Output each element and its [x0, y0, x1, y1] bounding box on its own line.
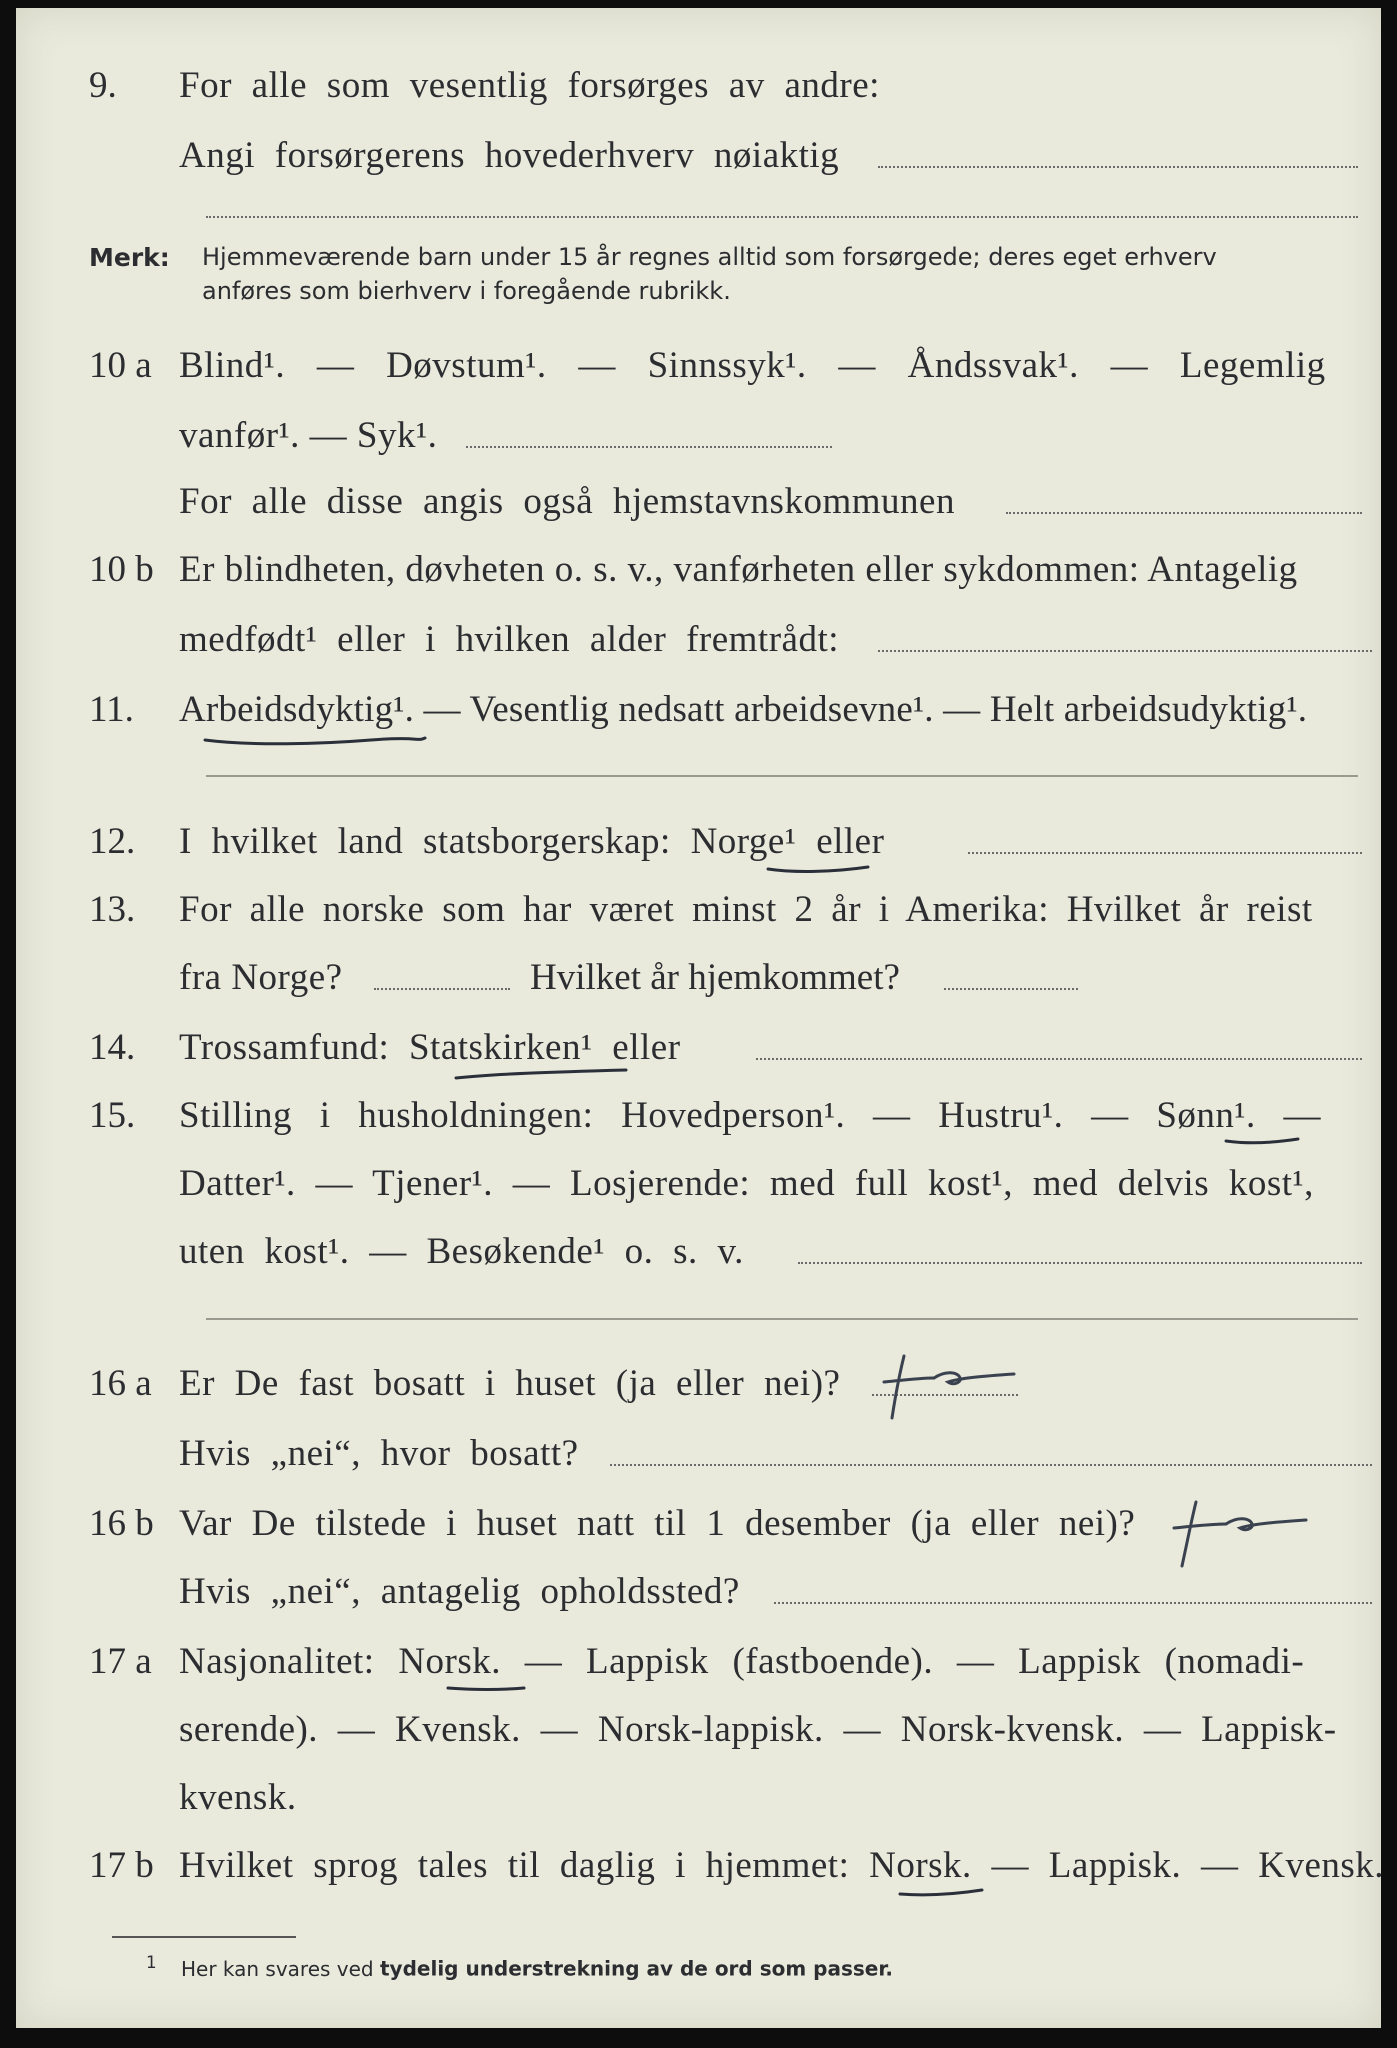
question-text: Datter¹. — Tjener¹. — Losjerende: med full kost¹, med delvis kost¹,	[179, 1163, 1314, 1204]
question-text: I hvilket land statsborgerskap: Norge¹ eller	[179, 821, 885, 862]
question-10a-line-3	[16, 474, 1381, 530]
question-text: Angi forsørgerens hovederhverv nøiaktig	[179, 135, 840, 176]
question-text: Blind¹. — Døvstum¹. — Sinnssyk¹. — Åndssvak¹. — Legemlig	[179, 345, 1326, 386]
question-15	[16, 1088, 1381, 1144]
question-text: Hvilket år hjemkommet?	[530, 957, 900, 998]
answer-line[interactable]	[466, 446, 832, 448]
divider	[206, 1318, 1358, 1320]
note-line-1: Hjemmeværende barn under 15 år regnes alltid som forsørgede; deres eget erhverv	[202, 243, 1217, 271]
note-text	[202, 240, 1342, 308]
question-17a	[16, 1634, 1381, 1690]
question-10b	[16, 542, 1381, 598]
handwritten-answer-ja	[1166, 1494, 1316, 1574]
question-text: fra Norge?	[179, 957, 343, 998]
question-number: 10 b	[89, 549, 154, 590]
answer-line[interactable]	[878, 166, 1358, 168]
question-10a	[16, 338, 1381, 394]
question-number: 14.	[89, 1027, 136, 1068]
question-text: Er blindheten, døvheten o. s. v., vanførheten eller sykdommen: Antagelig	[179, 549, 1298, 590]
question-text: medfødt¹ eller i hvilken alder fremtrådt:	[179, 619, 840, 660]
question-13	[16, 882, 1381, 938]
answer-line[interactable]	[756, 1058, 1362, 1060]
question-10b-line-2	[16, 612, 1381, 668]
question-number: 9.	[89, 65, 117, 106]
question-15-line-3	[16, 1224, 1381, 1280]
question-16b-line-2	[16, 1564, 1381, 1620]
handwritten-answer-ja	[874, 1348, 1024, 1428]
question-16a-line-2	[16, 1426, 1381, 1482]
question-text: Arbeidsdyktig¹. — Vesentlig nedsatt arbeidsevne¹. — Helt arbeidsudyktig¹.	[179, 689, 1308, 730]
underline-mark	[452, 1064, 632, 1084]
question-text: kvensk.	[179, 1777, 297, 1818]
question-text: Hvis „nei“, antagelig opholdssted?	[179, 1571, 740, 1612]
question-text: For alle norske som har været minst 2 år i Amerika: Hvilket år reist	[179, 889, 1313, 930]
question-text: For alle som vesentlig forsørges av andre:	[179, 65, 880, 106]
question-number: 17 a	[89, 1641, 152, 1682]
question-text: Var De tilstede i huset natt til 1 desember (ja eller nei)?	[179, 1503, 1136, 1544]
question-9	[16, 58, 1381, 114]
note-label: Merk:	[89, 243, 170, 272]
question-17a-line-3	[16, 1770, 1381, 1826]
question-number: 17 b	[89, 1845, 154, 1886]
question-text: serende). — Kvensk. — Norsk-lappisk. — Norsk-kvensk. — Lappisk-	[179, 1709, 1337, 1750]
divider	[206, 775, 1358, 777]
underline-mark	[444, 1680, 528, 1698]
underline-mark	[1222, 1132, 1302, 1150]
question-number: 16 a	[89, 1363, 152, 1404]
question-text: For alle disse angis også hjemstavnskommunen	[179, 481, 955, 522]
question-number: 15.	[89, 1095, 136, 1136]
footnote-text: Her kan svares ved	[180, 1956, 374, 1981]
question-text: uten kost¹. — Besøkende¹ o. s. v.	[179, 1231, 744, 1272]
question-text: Nasjonalitet: Norsk. — Lappisk (fastboende). — Lappisk (nomadi-	[179, 1641, 1305, 1682]
question-number: 12.	[89, 821, 136, 862]
question-17a-line-2	[16, 1702, 1381, 1758]
answer-line[interactable]	[610, 1464, 1372, 1466]
question-13-line-2	[16, 950, 1381, 1006]
answer-line[interactable]	[1006, 512, 1362, 514]
question-text: Stilling i husholdningen: Hovedperson¹. — Hustru¹. — Sønn¹. —	[179, 1095, 1322, 1136]
note	[89, 243, 170, 272]
question-9-line-2	[16, 128, 1381, 184]
question-17b	[16, 1838, 1385, 1894]
question-text: Hvilket sprog tales til daglig i hjemmet: Norsk. — Lappisk. — Kvensk.	[179, 1845, 1385, 1886]
question-number: 11.	[89, 689, 134, 730]
footnote-marker: 1	[146, 1953, 157, 1972]
answer-line[interactable]	[878, 650, 1372, 652]
answer-line-year-returned[interactable]	[944, 988, 1078, 990]
underline-mark	[764, 860, 874, 878]
question-15-line-2	[16, 1156, 1381, 1212]
question-number: 10 a	[89, 345, 152, 386]
answer-line[interactable]	[206, 216, 1358, 218]
question-16a	[16, 1356, 1381, 1412]
question-text: Hvis „nei“, hvor bosatt?	[179, 1433, 579, 1474]
footnote	[146, 1953, 893, 1981]
underline-mark	[201, 730, 431, 750]
question-number: 16 b	[89, 1503, 154, 1544]
question-text: vanfør¹. — Syk¹.	[179, 415, 438, 456]
underline-mark	[896, 1884, 986, 1902]
question-14	[16, 1020, 1381, 1076]
census-form-page	[16, 8, 1385, 2028]
question-10a-line-2	[16, 408, 1381, 464]
answer-line-year-left[interactable]	[374, 988, 510, 990]
question-text: Er De fast bosatt i huset (ja eller nei)?	[179, 1363, 841, 1404]
answer-line[interactable]	[774, 1602, 1372, 1604]
question-text: Trossamfund: Statskirken¹ eller	[179, 1027, 681, 1068]
footnote-rule	[112, 1936, 296, 1938]
note-line-2: anføres som bierhverv i foregående rubrikk.	[202, 277, 731, 305]
answer-line[interactable]	[798, 1262, 1362, 1264]
footnote-text-bold: tydelig understrekning av de ord som passer.	[379, 1956, 893, 1981]
answer-line[interactable]	[968, 852, 1362, 854]
question-number: 13.	[89, 889, 136, 930]
question-12	[16, 814, 1381, 870]
